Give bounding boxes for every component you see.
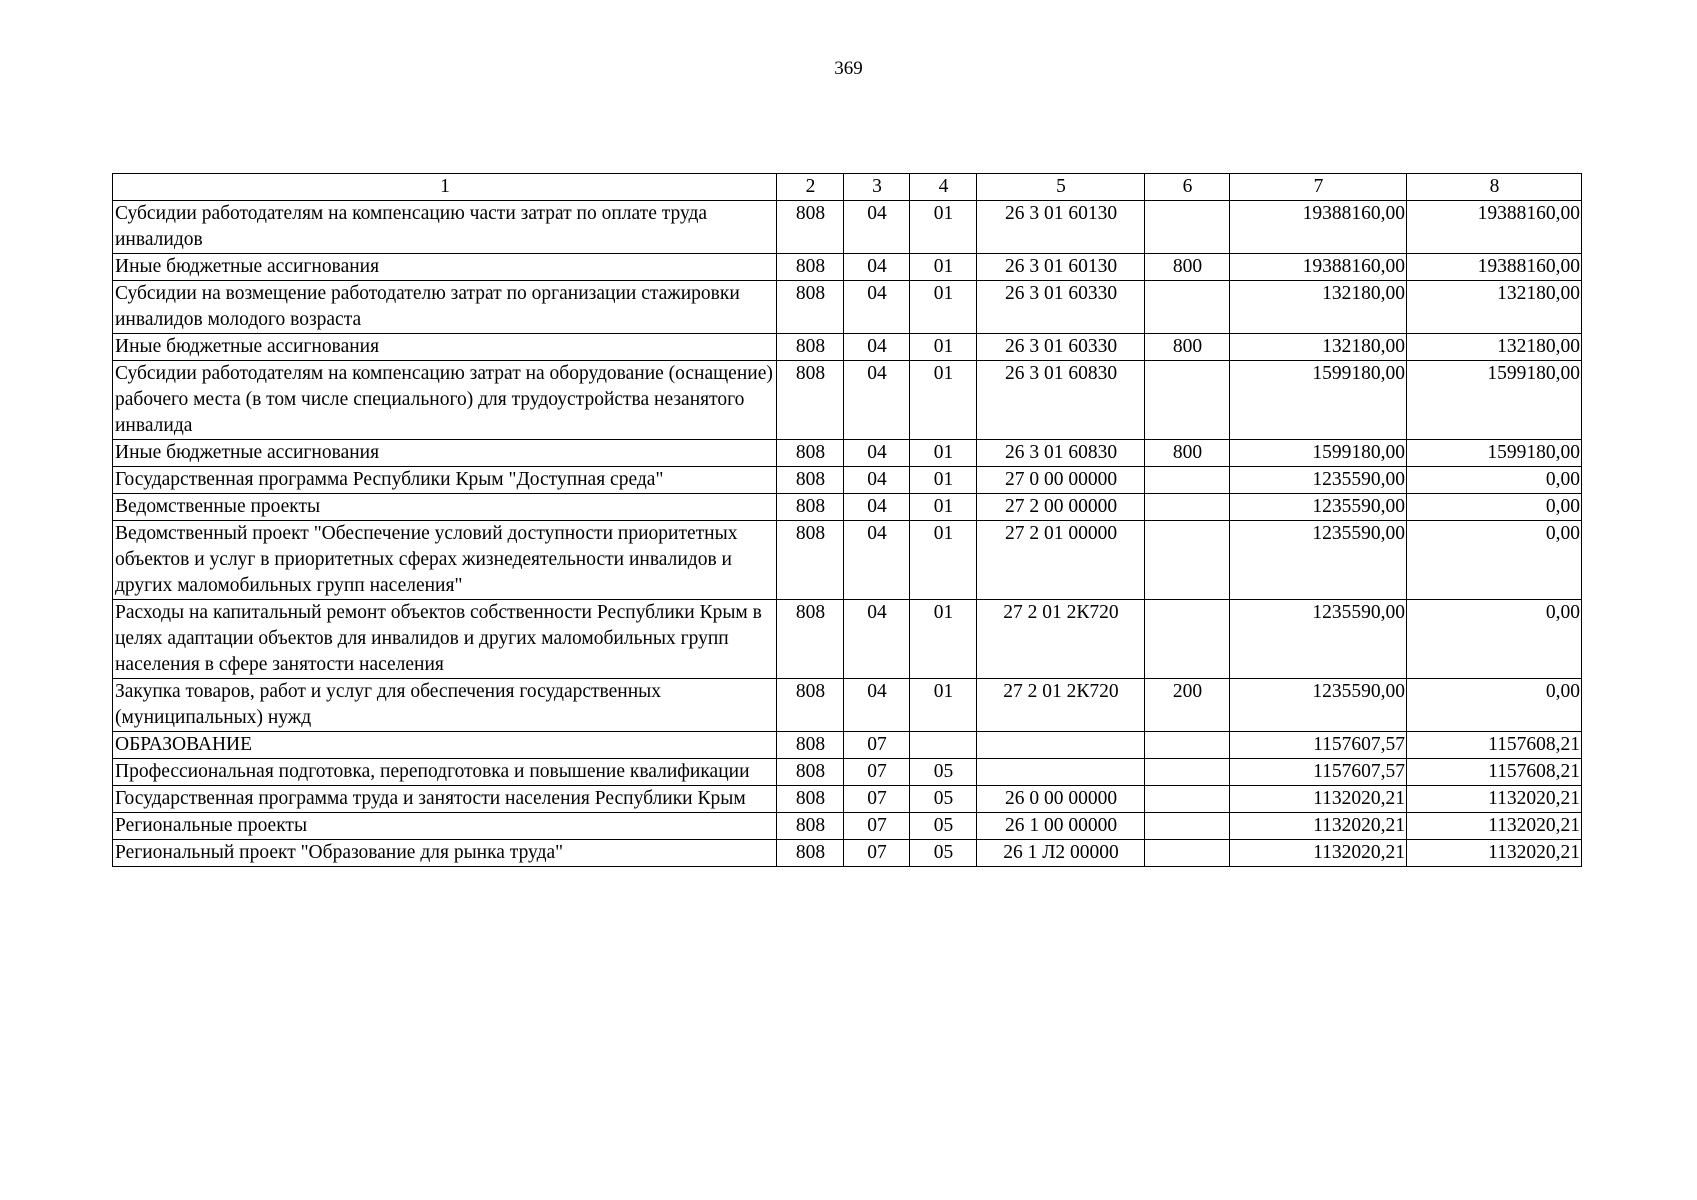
table-row — [113, 281, 1582, 334]
grbs-code: 808 — [777, 254, 844, 281]
section-code: 04 — [844, 467, 910, 494]
grbs-code: 808 — [777, 759, 844, 786]
section-code: 04 — [844, 521, 910, 600]
amount-col8: 0,00 — [1407, 521, 1582, 600]
column-header: 8 — [1407, 174, 1582, 201]
subsection-code: 01 — [910, 361, 977, 440]
target-article-code: 27 2 01 2К720 — [977, 600, 1145, 679]
target-article-code: 26 0 00 00000 — [977, 786, 1145, 813]
target-article-code: 27 2 00 00000 — [977, 494, 1145, 521]
row-name: Региональный проект "Образование для рынка труда" — [113, 840, 777, 867]
amount-col8: 1157608,21 — [1407, 732, 1582, 759]
target-article-code — [977, 732, 1145, 759]
row-name: Ведомственный проект "Обеспечение условий доступности приоритетных объектов и услуг в приоритетных сферах жизнедеятельности инвалидов и других маломобильных групп населения" — [113, 521, 777, 600]
subsection-code: 01 — [910, 467, 977, 494]
amount-col8: 0,00 — [1407, 494, 1582, 521]
target-article-code: 27 2 01 00000 — [977, 521, 1145, 600]
row-name: Иные бюджетные ассигнования — [113, 254, 777, 281]
target-article-code: 27 2 01 2К720 — [977, 679, 1145, 732]
row-name: Ведомственные проекты — [113, 494, 777, 521]
expense-type-code — [1145, 732, 1230, 759]
grbs-code: 808 — [777, 361, 844, 440]
subsection-code — [910, 732, 977, 759]
row-name: Государственная программа труда и занятости населения Республики Крым — [113, 786, 777, 813]
amount-col7: 19388160,00 — [1230, 254, 1407, 281]
header-row — [113, 174, 1582, 201]
expense-type-code — [1145, 840, 1230, 867]
amount-col7: 1235590,00 — [1230, 600, 1407, 679]
target-article-code: 26 3 01 60130 — [977, 201, 1145, 254]
amount-col8: 19388160,00 — [1407, 254, 1582, 281]
amount-col7: 1235590,00 — [1230, 521, 1407, 600]
subsection-code: 01 — [910, 201, 977, 254]
subsection-code: 01 — [910, 600, 977, 679]
subsection-code: 01 — [910, 440, 977, 467]
row-name: Иные бюджетные ассигнования — [113, 440, 777, 467]
grbs-code: 808 — [777, 840, 844, 867]
column-header: 5 — [977, 174, 1145, 201]
subsection-code: 05 — [910, 786, 977, 813]
grbs-code: 808 — [777, 679, 844, 732]
row-name: ОБРАЗОВАНИЕ — [113, 732, 777, 759]
table-row — [113, 813, 1582, 840]
row-name: Субсидии на возмещение работодателю затрат по организации стажировки инвалидов молодого возраста — [113, 281, 777, 334]
table-row — [113, 521, 1582, 600]
grbs-code: 808 — [777, 521, 844, 600]
column-header: 1 — [113, 174, 777, 201]
amount-col7: 1132020,21 — [1230, 813, 1407, 840]
amount-col8: 1132020,21 — [1407, 786, 1582, 813]
target-article-code: 26 3 01 60830 — [977, 361, 1145, 440]
page-number: 369 — [834, 58, 863, 79]
expense-type-code: 800 — [1145, 254, 1230, 281]
subsection-code: 05 — [910, 840, 977, 867]
column-header: 7 — [1230, 174, 1407, 201]
section-code: 04 — [844, 361, 910, 440]
grbs-code: 808 — [777, 201, 844, 254]
table-row — [113, 334, 1582, 361]
subsection-code: 01 — [910, 281, 977, 334]
amount-col8: 0,00 — [1407, 679, 1582, 732]
table-body — [113, 201, 1582, 867]
grbs-code: 808 — [777, 440, 844, 467]
amount-col7: 1599180,00 — [1230, 440, 1407, 467]
expense-type-code — [1145, 600, 1230, 679]
table-row — [113, 201, 1582, 254]
table-row — [113, 840, 1582, 867]
amount-col7: 1235590,00 — [1230, 494, 1407, 521]
target-article-code: 26 3 01 60330 — [977, 281, 1145, 334]
grbs-code: 808 — [777, 467, 844, 494]
section-code: 07 — [844, 786, 910, 813]
amount-col8: 1132020,21 — [1407, 840, 1582, 867]
subsection-code: 01 — [910, 679, 977, 732]
amount-col7: 1132020,21 — [1230, 786, 1407, 813]
expense-type-code — [1145, 281, 1230, 334]
amount-col7: 132180,00 — [1230, 281, 1407, 334]
expense-type-code — [1145, 759, 1230, 786]
amount-col8: 1599180,00 — [1407, 440, 1582, 467]
table-row — [113, 786, 1582, 813]
section-code: 04 — [844, 334, 910, 361]
amount-col8: 1132020,21 — [1407, 813, 1582, 840]
table-row — [113, 254, 1582, 281]
subsection-code: 01 — [910, 254, 977, 281]
amount-col8: 1157608,21 — [1407, 759, 1582, 786]
expense-type-code: 800 — [1145, 440, 1230, 467]
section-code: 04 — [844, 254, 910, 281]
grbs-code: 808 — [777, 786, 844, 813]
expense-type-code: 800 — [1145, 334, 1230, 361]
section-code: 07 — [844, 759, 910, 786]
target-article-code: 27 0 00 00000 — [977, 467, 1145, 494]
section-code: 07 — [844, 840, 910, 867]
section-code: 04 — [844, 281, 910, 334]
section-code: 04 — [844, 440, 910, 467]
amount-col7: 1235590,00 — [1230, 467, 1407, 494]
subsection-code: 01 — [910, 334, 977, 361]
amount-col8: 132180,00 — [1407, 334, 1582, 361]
table-row — [113, 732, 1582, 759]
column-header: 2 — [777, 174, 844, 201]
target-article-code — [977, 759, 1145, 786]
amount-col8: 1599180,00 — [1407, 361, 1582, 440]
section-code: 04 — [844, 600, 910, 679]
expense-type-code — [1145, 786, 1230, 813]
amount-col8: 0,00 — [1407, 467, 1582, 494]
subsection-code: 05 — [910, 759, 977, 786]
section-code: 04 — [844, 679, 910, 732]
amount-col8: 19388160,00 — [1407, 201, 1582, 254]
section-code: 04 — [844, 201, 910, 254]
table-row — [113, 361, 1582, 440]
grbs-code: 808 — [777, 334, 844, 361]
expense-type-code — [1145, 467, 1230, 494]
grbs-code: 808 — [777, 732, 844, 759]
grbs-code: 808 — [777, 600, 844, 679]
amount-col7: 1235590,00 — [1230, 679, 1407, 732]
table-row — [113, 494, 1582, 521]
amount-col8: 132180,00 — [1407, 281, 1582, 334]
grbs-code: 808 — [777, 813, 844, 840]
table-row — [113, 679, 1582, 732]
subsection-code: 05 — [910, 813, 977, 840]
target-article-code: 26 1 00 00000 — [977, 813, 1145, 840]
subsection-code: 01 — [910, 521, 977, 600]
row-name: Региональные проекты — [113, 813, 777, 840]
column-header: 4 — [910, 174, 977, 201]
amount-col7: 19388160,00 — [1230, 201, 1407, 254]
budget-table — [112, 173, 1582, 867]
row-name: Расходы на капитальный ремонт объектов собственности Республики Крым в целях адаптации объектов для инвалидов и других маломобильных групп населения в сфере занятости населения — [113, 600, 777, 679]
row-name: Профессиональная подготовка, переподготовка и повышение квалификации — [113, 759, 777, 786]
table-row — [113, 600, 1582, 679]
row-name: Государственная программа Республики Крым "Доступная среда" — [113, 467, 777, 494]
column-header: 3 — [844, 174, 910, 201]
table-row — [113, 467, 1582, 494]
section-code: 07 — [844, 813, 910, 840]
expense-type-code — [1145, 361, 1230, 440]
expense-type-code — [1145, 813, 1230, 840]
amount-col8: 0,00 — [1407, 600, 1582, 679]
expense-type-code — [1145, 521, 1230, 600]
table-row — [113, 759, 1582, 786]
amount-col7: 1132020,21 — [1230, 840, 1407, 867]
expense-type-code — [1145, 201, 1230, 254]
section-code: 07 — [844, 732, 910, 759]
row-name: Иные бюджетные ассигнования — [113, 334, 777, 361]
amount-col7: 1599180,00 — [1230, 361, 1407, 440]
expense-type-code: 200 — [1145, 679, 1230, 732]
row-name: Субсидии работодателям на компенсацию затрат на оборудование (оснащение) рабочего места (в том числе специального) для трудоустройства незанятого инвалида — [113, 361, 777, 440]
target-article-code: 26 1 Л2 00000 — [977, 840, 1145, 867]
expense-type-code — [1145, 494, 1230, 521]
row-name: Субсидии работодателям на компенсацию части затрат по оплате труда инвалидов — [113, 201, 777, 254]
row-name: Закупка товаров, работ и услуг для обеспечения государственных (муниципальных) нужд — [113, 679, 777, 732]
column-header: 6 — [1145, 174, 1230, 201]
table-row — [113, 440, 1582, 467]
grbs-code: 808 — [777, 494, 844, 521]
grbs-code: 808 — [777, 281, 844, 334]
amount-col7: 132180,00 — [1230, 334, 1407, 361]
amount-col7: 1157607,57 — [1230, 732, 1407, 759]
amount-col7: 1157607,57 — [1230, 759, 1407, 786]
subsection-code: 01 — [910, 494, 977, 521]
target-article-code: 26 3 01 60330 — [977, 334, 1145, 361]
section-code: 04 — [844, 494, 910, 521]
target-article-code: 26 3 01 60130 — [977, 254, 1145, 281]
target-article-code: 26 3 01 60830 — [977, 440, 1145, 467]
